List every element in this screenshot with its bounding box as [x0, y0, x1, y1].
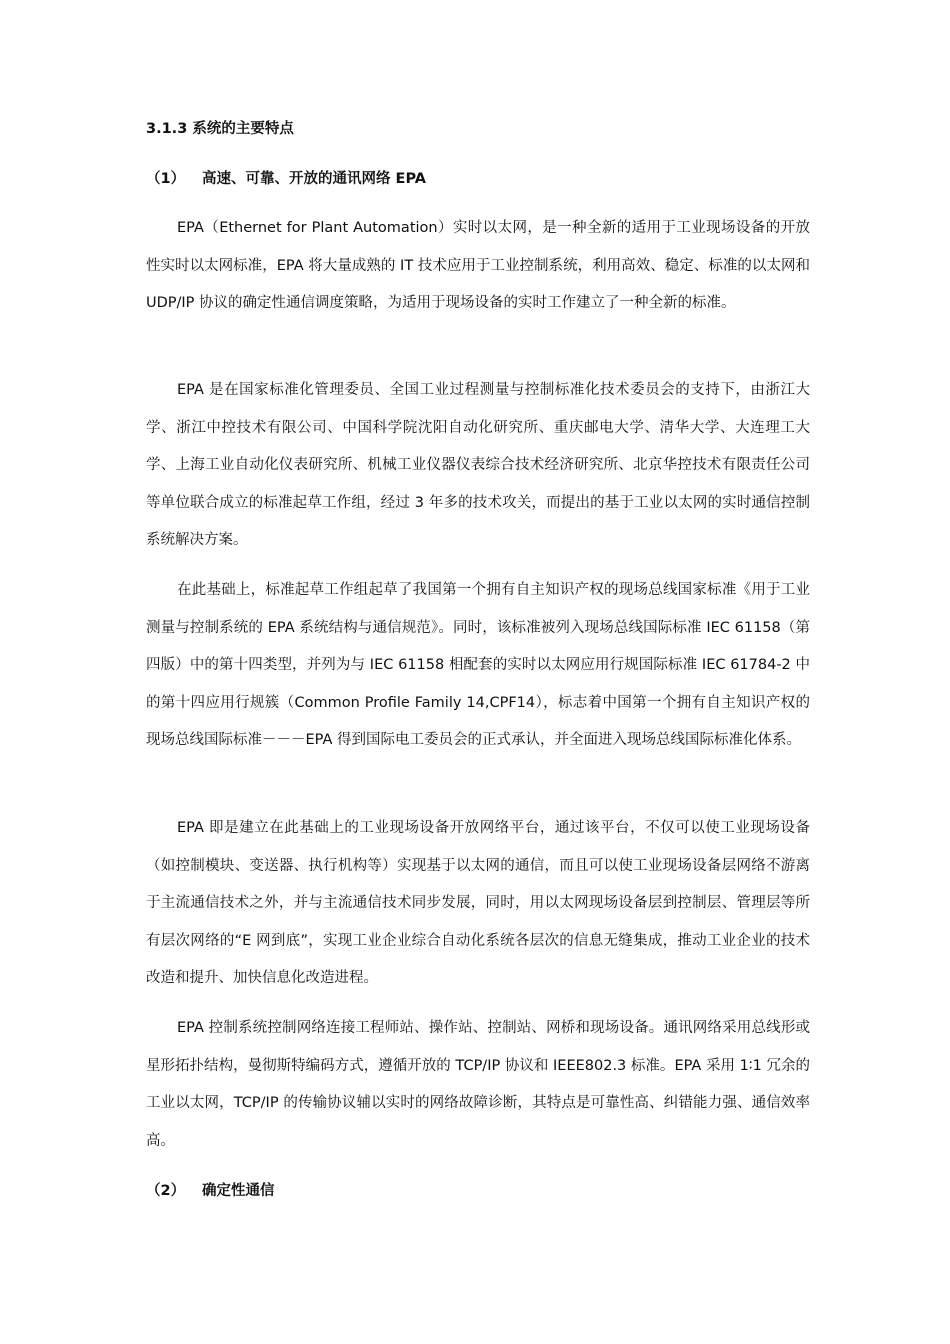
paragraph-epa-platform: EPA 即是建立在此基础上的工业现场设备开放网络平台，通过该平台，不仅可以使工业现场设备（如控制模块、变送器、执行机构等）实现基于以太网的通信，而且可以使工业现场设备层网络不游离于主流通信技术之外，并与主流通信技术同步发展，同时，用以太网现场设备层到控制层、管理层等所有层次网络的“E 网到底”，实现工业企业综合自动化系统各层次的信息无缝集成，推动工业企业的技术改造和提升、加快信息化改造进程。 — [146, 820, 810, 986]
paragraph-epa-intro: EPA（Ethernet for Plant Automation）实时以太网，是一种全新的适用于工业现场设备的开放性实时以太网标准，EPA 将大量成熟的 IT 技术应用于工业控制系统，利用高效、稳定、标准的以太网和 UDP/IP 协议的确定性通信调度策略，为适用于现场设备的实时工作建立了一种全新的标准。 — [146, 220, 810, 311]
paragraph-epa-standard: 在此基础上，标准起草工作组起草了我国第一个拥有自主知识产权的现场总线国家标准《用于工业测量与控制系统的 EPA 系统结构与通信规范》。同时，该标准被列入现场总线国际标准 IEC 61158（第四版）中的第十四类型，并列为与 IEC 61158 相配套的实时以太网应用行规国际标准 IEC 61784-2 中的第十四应用行规簇（Common Profile Family 14,CPF14），标志着中国第一个拥有自主知识产权的现场总线国际标准－－－EPA 得到国际电工委员会的正式承认，并全面进入现场总线国际标准化体系。 — [146, 582, 810, 748]
section-heading — [146, 119, 294, 139]
subsection-heading-1 — [146, 169, 426, 189]
paragraph-epa-origin: EPA 是在国家标准化管理委员、全国工业过程测量与控制标准化技术委员会的支持下，由浙江大学、浙江中控技术有限公司、中国科学院沈阳自动化研究所、重庆邮电大学、清华大学、大连理工大学、上海工业自动化仪表研究所、机械工业仪器仪表综合技术经济研究所、北京华控技术有限责任公司等单位联合成立的标准起草工作组，经过 3 年多的技术攻关，而提出的基于工业以太网的实时通信控制系统解决方案。 — [146, 382, 810, 548]
paragraph-epa-network: EPA 控制系统控制网络连接工程师站、操作站、控制站、网桥和现场设备。通讯网络采用总线形或星形拓扑结构，曼彻斯特编码方式，遵循开放的 TCP/IP 协议和 IEEE802.3 标准。EPA 采用 1∶1 冗余的工业以太网，TCP/IP 的传输协议辅以实时的网络故障诊断，其特点是可靠性高、纠错能力强、通信效率高。 — [146, 1020, 810, 1149]
subsection-heading-2 — [146, 1181, 275, 1201]
subsection-number-1: （1） — [146, 171, 186, 187]
subsection-title-1: 高速、可靠、开放的通讯网络 EPA — [202, 171, 426, 187]
subsection-number-2: （2） — [146, 1183, 186, 1199]
subsection-title-2: 确定性通信 — [202, 1183, 275, 1199]
section-title: 3.1.3 系统的主要特点 — [146, 121, 294, 137]
